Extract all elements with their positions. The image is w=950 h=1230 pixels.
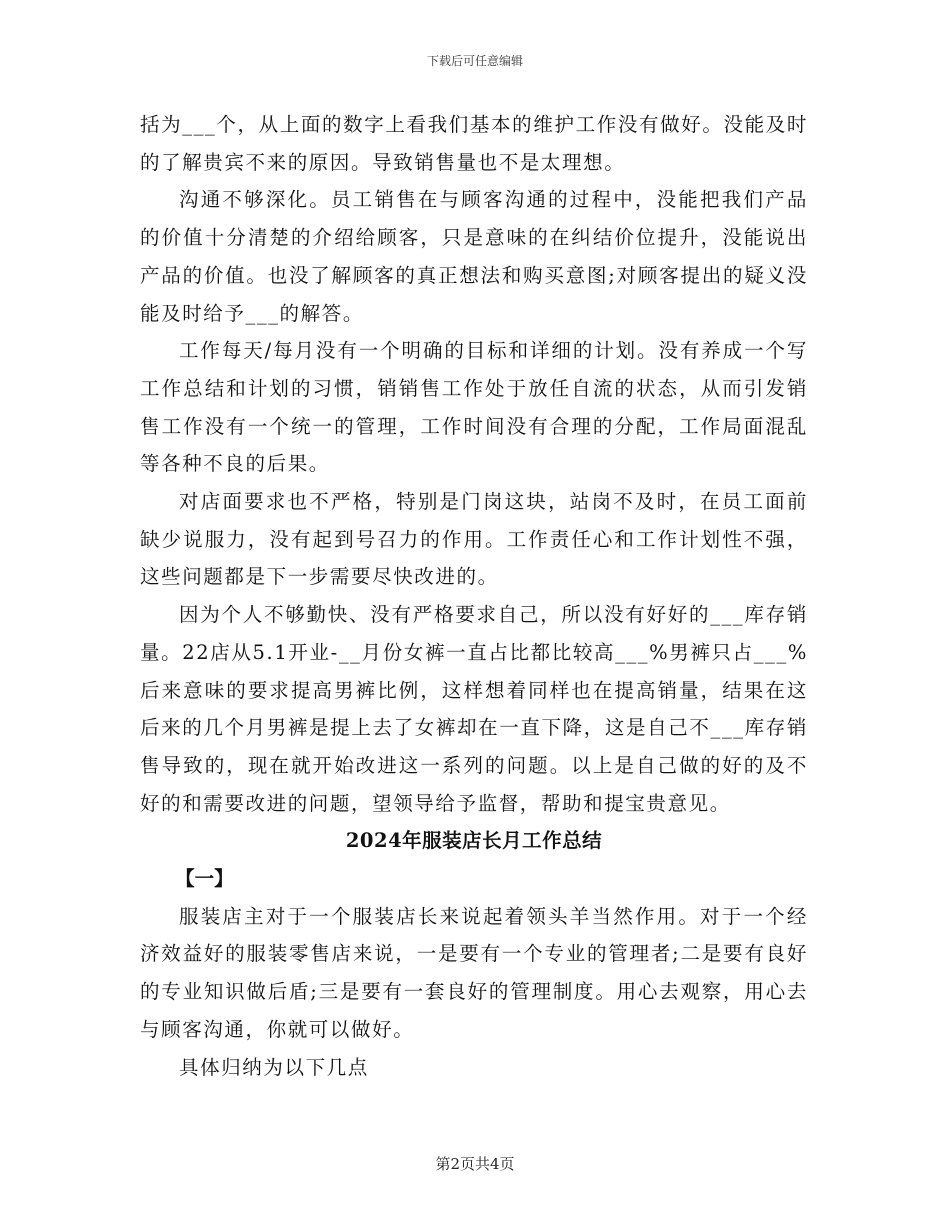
document-body bbox=[140, 106, 808, 1086]
page-footer: 第2页共4页 bbox=[435, 1155, 515, 1173]
paragraph-3: 工作每天/每月没有一个明确的目标和详细的计划。没有养成一个写工作总结和计划的习惯，销销售工作处于放任自流的状态，从而引发销售工作没有一个统一的管理，工作时间没有合理的分配，工作局面混乱等各种不良的后果。 bbox=[140, 339, 808, 476]
paragraph-2: 沟通不够深化。员工销售在与顾客沟通的过程中，没能把我们产品的价值十分清楚的介绍给顾客，只是意味的在纠结价位提升，没能说出产品的价值。也没了解顾客的真正想法和购买意图;对顾客提出的疑义没能及时给予___的解答。 bbox=[140, 188, 808, 325]
paragraph-7: 具体归纳为以下几点 bbox=[179, 1055, 369, 1079]
paragraph-6: 服装店主对于一个服装店长来说起着领头羊当然作用。对于一个经济效益好的服装零售店来说，一是要有一个专业的管理者;二是要有良好的专业知识做后盾;三是要有一套良好的管理制度。用心去观察，用心去与顾客沟通，你就可以做好。 bbox=[140, 904, 808, 1041]
section-title: 2024年服装店长月工作总结 bbox=[345, 829, 603, 853]
paragraph-5: 因为个人不够勤快、没有严格要求自己，所以没有好好的___库存销量。22店从5.1开业-__月份女裤一直占比都比较高___%男裤只占___%后来意味的要求提高男裤比例，这样想着同样也在提高销量，结果在这后来的几个月男裤是提上去了女裤却在一直下降，这是自己不___库存销售导致的，现在就开始改进这一系列的问题。以上是自己做的好的及不好的和需要改进的问题，望领导给予监督，帮助和提宝贵意见。 bbox=[140, 603, 808, 815]
paragraph-4: 对店面要求也不严格，特别是门岗这块，站岗不及时，在员工面前缺少说服力，没有起到号召力的作用。工作责任心和工作计划性不强，这些问题都是下一步需要尽快改进的。 bbox=[140, 490, 808, 589]
subheading: 【一】 bbox=[175, 867, 234, 891]
page-header: 下载后可任意编辑 bbox=[426, 54, 523, 68]
paragraph-1: 括为___个，从上面的数字上看我们基本的维护工作没有做好。没能及时的了解贵宾不来的原因。导致销售量也不是太理想。 bbox=[140, 113, 808, 174]
